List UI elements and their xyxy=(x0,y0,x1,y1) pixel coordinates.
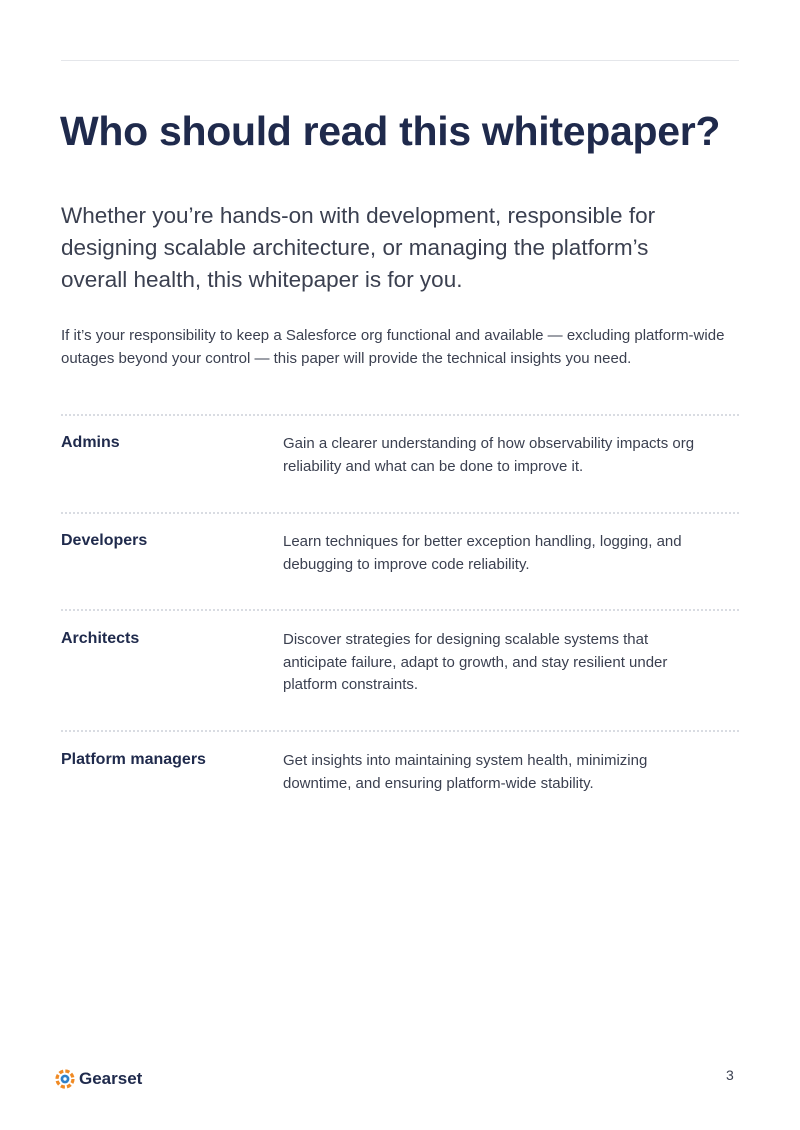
footer-logo xyxy=(54,1067,142,1091)
audience-role-admins: Admins xyxy=(61,434,120,451)
audience-role-platform-managers: Platform managers xyxy=(61,751,206,768)
lead-paragraph: Whether you’re hands-on with development, responsible for designing scalable architecture, or managing the platform’s overall health, this whitepaper is for you. xyxy=(61,203,656,292)
top-rule xyxy=(61,60,739,61)
audience-description-platform-managers: Get insights into maintaining system health, minimizing downtime, and ensuring platform-wide stability. xyxy=(283,752,648,792)
audience-divider xyxy=(61,512,739,514)
page-number: 3 xyxy=(726,1067,734,1083)
audience-description-admins: Gain a clearer understanding of how observability impacts org reliability and what can be done to improve it. xyxy=(283,435,695,475)
audience-divider xyxy=(61,609,739,611)
brand-name: Gearset xyxy=(79,1069,143,1088)
page-title: Who should read this whitepaper? xyxy=(60,108,721,154)
audience-description-architects: Discover strategies for designing scalable systems that anticipate failure, adapt to growth, and stay resilient under platform constraints. xyxy=(283,631,668,693)
audience-divider xyxy=(61,414,739,416)
gearset-logo-icon xyxy=(54,1068,76,1090)
audience-role-developers: Developers xyxy=(61,532,148,549)
audience-divider xyxy=(61,730,739,732)
audience-role-architects: Architects xyxy=(61,630,140,647)
audience-description-developers: Learn techniques for better exception handling, logging, and debugging to improve code reliability. xyxy=(283,533,682,573)
intro-paragraph: If it’s your responsibility to keep a Salesforce org functional and available — excluding platform-wide outages beyond your control — this paper will provide the technical insights you need. xyxy=(61,327,725,367)
